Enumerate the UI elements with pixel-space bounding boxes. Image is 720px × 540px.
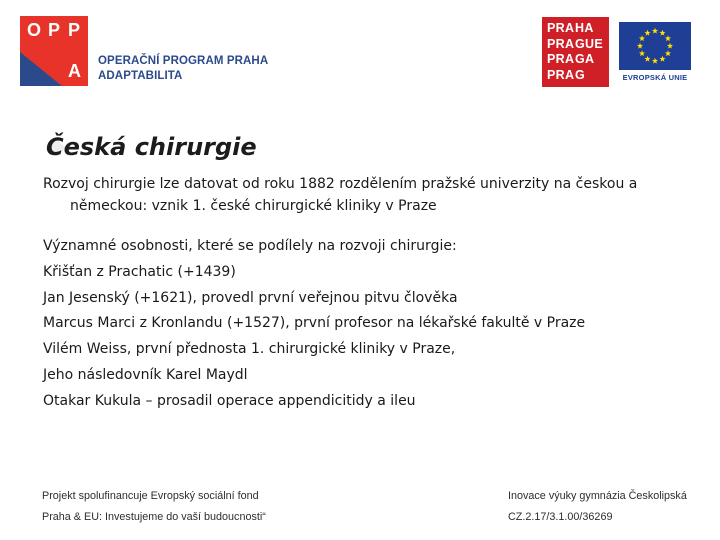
footer-left-line1: Projekt spolufinancuje Evropský sociální fond: [42, 490, 259, 502]
eu-star-icon: [644, 30, 650, 36]
eu-star-icon: [652, 58, 658, 64]
list-item: Marcus Marci z Kronlandu (+1527), první profesor na lékařské fakultě v Praze: [43, 315, 586, 332]
eu-star-icon: [639, 50, 645, 56]
eu-star-icon: [659, 56, 665, 62]
intro-paragraph: [43, 173, 683, 217]
eu-star-icon: [665, 50, 671, 56]
eu-flag-icon: [619, 22, 691, 70]
eu-star-icon: [639, 35, 645, 41]
footer-left: [42, 486, 266, 527]
opp-text-line1: OPERAČNÍ PROGRAM PRAHA: [98, 55, 269, 67]
opp-letter-a: A: [68, 61, 81, 81]
eu-star-icon: [652, 28, 658, 34]
opp-letter-p2: P: [68, 20, 81, 40]
praha-logo: [542, 17, 609, 87]
footer-right-line2: CZ.2.17/3.1.00/36269: [508, 510, 613, 523]
praha-text: G: [575, 67, 586, 82]
intro-line-1: Rozvoj chirurgie lze datovat od roku 1882 rozdělením pražské univerzity na českou a: [43, 176, 638, 192]
opp-letter-p1: P: [48, 20, 61, 40]
eu-label: EVROPSKÁ UNIE: [622, 73, 688, 82]
list-item: Otakar Kukula – prosadil operace appendicitidy a ileu: [43, 392, 416, 409]
footer-right-line1: Inovace výuky gymnázia Českolipská: [508, 490, 687, 502]
praha-text: HA: [575, 21, 594, 35]
slide-title-text: Česká chirurgie: [46, 133, 257, 161]
praha-text: PRA: [547, 21, 575, 35]
praha-text: GUE: [575, 36, 603, 51]
slide-title: [46, 133, 257, 161]
praha-text: GA: [575, 52, 595, 66]
praha-text: PRA: [547, 52, 575, 66]
opp-text-line2: ADAPTABILITA: [98, 70, 183, 82]
opp-letter-o: O: [27, 20, 42, 40]
opp-program-name: [98, 54, 268, 84]
slide-body: [43, 173, 683, 415]
praha-text: PRA: [547, 67, 575, 82]
eu-logo: [619, 22, 691, 84]
praha-text: PRA: [547, 36, 575, 51]
list-item: Jan Jesenský (+1621), provedl první veřejnou pitvu člověka: [43, 289, 458, 306]
eu-star-icon: [637, 43, 643, 49]
list-item: Významné osobnosti, které se podílely na rozvoji chirurgie:: [43, 238, 457, 254]
footer-left-line2: Praha & EU: Investujeme do vaší budoucnosti“: [42, 510, 266, 523]
list-item: Jeho následovník Karel Maydl: [43, 366, 248, 383]
list-item: Křišťan z Prachatic (+1439): [43, 263, 236, 280]
footer-right: [508, 486, 687, 527]
eu-star-icon: [659, 30, 665, 36]
eu-star-icon: [667, 43, 673, 49]
eu-star-icon: [665, 35, 671, 41]
intro-line-2: německou: vznik 1. české chirurgické kliniky v Praze: [70, 198, 437, 214]
list-item: Vilém Weiss, první přednosta 1. chirurgické kliniky v Praze,: [43, 341, 456, 358]
eu-star-icon: [644, 56, 650, 62]
opp-logo: [20, 16, 88, 86]
